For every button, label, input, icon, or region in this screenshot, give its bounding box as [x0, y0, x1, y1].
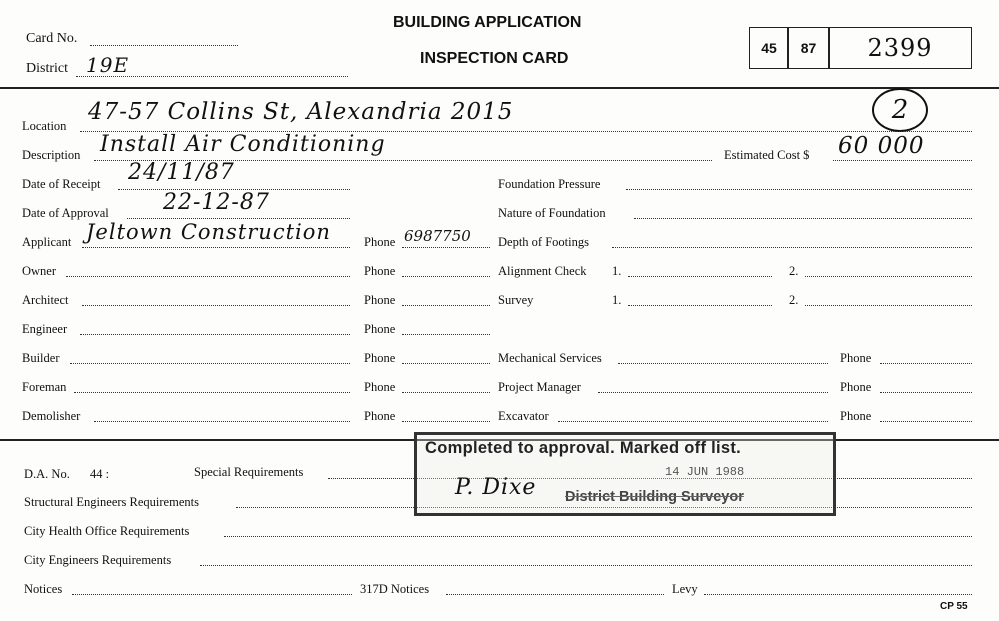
- survey-num-1: 1.: [612, 293, 622, 307]
- date-receipt-label: Date of Receipt: [22, 177, 101, 191]
- da-label: D.A. No.: [24, 467, 70, 481]
- engineer-phone-label: Phone: [364, 322, 396, 336]
- mechanical-field[interactable]: [618, 363, 828, 364]
- form-subtitle: INSPECTION CARD: [420, 50, 569, 67]
- header-divider: [0, 87, 999, 89]
- foreman-field[interactable]: [74, 392, 350, 393]
- description-label: Description: [22, 148, 81, 162]
- architect-phone-field[interactable]: [402, 305, 490, 306]
- da-value: 44 :: [90, 467, 110, 481]
- architect-field[interactable]: [82, 305, 350, 306]
- builder-field[interactable]: [70, 363, 350, 364]
- applicant-phone-label: Phone: [364, 235, 396, 249]
- notices-field[interactable]: [72, 594, 352, 595]
- excavator-phone-field[interactable]: [880, 421, 972, 422]
- city-engineers-label: City Engineers Requirements: [24, 553, 172, 567]
- owner-label: Owner: [22, 264, 57, 278]
- engineer-field[interactable]: [80, 334, 350, 335]
- alignment-num-1: 1.: [612, 264, 622, 278]
- levy-field[interactable]: [704, 594, 972, 595]
- stamp-line-2: District Building Surveyor: [565, 489, 744, 505]
- applicant-label: Applicant: [22, 235, 72, 249]
- city-health-field[interactable]: [224, 536, 972, 537]
- applicant-value: Jeltown Construction: [86, 220, 331, 244]
- foreman-label: Foreman: [22, 380, 67, 394]
- mechanical-phone-field[interactable]: [880, 363, 972, 364]
- foundation-pressure-label: Foundation Pressure: [498, 177, 601, 191]
- excavator-field[interactable]: [558, 421, 828, 422]
- notices-317d-label: 317D Notices: [360, 582, 430, 596]
- builder-label: Builder: [22, 351, 60, 365]
- date-approval-value: 22-12-87: [163, 190, 270, 215]
- estimated-cost-value: 60 000: [838, 133, 925, 159]
- alignment-num-2: 2.: [789, 264, 799, 278]
- owner-field[interactable]: [66, 276, 350, 277]
- excavator-label: Excavator: [498, 409, 549, 423]
- demolisher-phone-field[interactable]: [402, 421, 490, 422]
- applicant-field[interactable]: [82, 247, 350, 248]
- builder-phone-field[interactable]: [402, 363, 490, 364]
- stamp-date: 14 JUN 1988: [665, 465, 745, 479]
- levy-label: Levy: [672, 582, 698, 596]
- builder-phone-label: Phone: [364, 351, 396, 365]
- survey-label: Survey: [498, 293, 534, 307]
- demolisher-label: Demolisher: [22, 409, 81, 423]
- project-manager-phone-label: Phone: [840, 380, 872, 394]
- applicant-phone-field[interactable]: [402, 247, 490, 248]
- foundation-pressure-field[interactable]: [626, 189, 972, 190]
- approval-stamp: [414, 432, 836, 516]
- date-approval-label: Date of Approval: [22, 206, 109, 220]
- mechanical-phone-label: Phone: [840, 351, 872, 365]
- notices-317d-field[interactable]: [446, 594, 664, 595]
- owner-phone-label: Phone: [364, 264, 396, 278]
- card-no-label: Card No.: [26, 31, 78, 46]
- estimated-cost-label: Estimated Cost $: [724, 148, 810, 162]
- number-box-1: 45: [749, 27, 789, 69]
- district-label: District: [26, 61, 68, 76]
- applicant-phone-value: 6987750: [404, 227, 471, 245]
- circled-number: 2: [872, 88, 928, 132]
- estimated-cost-field[interactable]: [833, 160, 972, 161]
- form-title: BUILDING APPLICATION: [393, 14, 582, 31]
- mechanical-label: Mechanical Services: [498, 351, 602, 365]
- survey-field-1[interactable]: [628, 305, 772, 306]
- nature-foundation-label: Nature of Foundation: [498, 206, 606, 220]
- project-manager-phone-field[interactable]: [880, 392, 972, 393]
- foreman-phone-field[interactable]: [402, 392, 490, 393]
- project-manager-field[interactable]: [598, 392, 828, 393]
- owner-phone-field[interactable]: [402, 276, 490, 277]
- engineer-label: Engineer: [22, 322, 68, 336]
- project-manager-label: Project Manager: [498, 380, 581, 394]
- depth-footings-field[interactable]: [612, 247, 972, 248]
- district-value: 19E: [86, 53, 130, 77]
- notices-label: Notices: [24, 582, 63, 596]
- survey-field-2[interactable]: [805, 305, 972, 306]
- foreman-phone-label: Phone: [364, 380, 396, 394]
- excavator-phone-label: Phone: [840, 409, 872, 423]
- number-box-2: 87: [787, 27, 830, 69]
- survey-num-2: 2.: [789, 293, 799, 307]
- city-health-label: City Health Office Requirements: [24, 524, 190, 538]
- structural-label: Structural Engineers Requirements: [24, 495, 199, 509]
- card-no-field[interactable]: [90, 45, 238, 46]
- alignment-check-label: Alignment Check: [498, 264, 587, 278]
- engineer-phone-field[interactable]: [402, 334, 490, 335]
- form-code: CP 55: [940, 601, 968, 612]
- location-label: Location: [22, 119, 67, 133]
- alignment-field-1[interactable]: [628, 276, 772, 277]
- architect-phone-label: Phone: [364, 293, 396, 307]
- depth-footings-label: Depth of Footings: [498, 235, 589, 249]
- architect-label: Architect: [22, 293, 69, 307]
- location-value: 47-57 Collins St, Alexandria 2015: [88, 99, 514, 125]
- stamp-signature: P. Dixe: [455, 475, 537, 500]
- demolisher-phone-label: Phone: [364, 409, 396, 423]
- city-engineers-field[interactable]: [200, 565, 972, 566]
- date-approval-field[interactable]: [127, 218, 350, 219]
- alignment-field-2[interactable]: [805, 276, 972, 277]
- card-number-box: 2399: [828, 27, 972, 69]
- stamp-line-1: Completed to approval. Marked off list.: [425, 439, 742, 457]
- demolisher-field[interactable]: [94, 421, 350, 422]
- date-receipt-value: 24/11/87: [128, 160, 235, 185]
- description-value: Install Air Conditioning: [100, 132, 386, 157]
- special-req-label: Special Requirements: [194, 465, 304, 479]
- nature-foundation-field[interactable]: [634, 218, 972, 219]
